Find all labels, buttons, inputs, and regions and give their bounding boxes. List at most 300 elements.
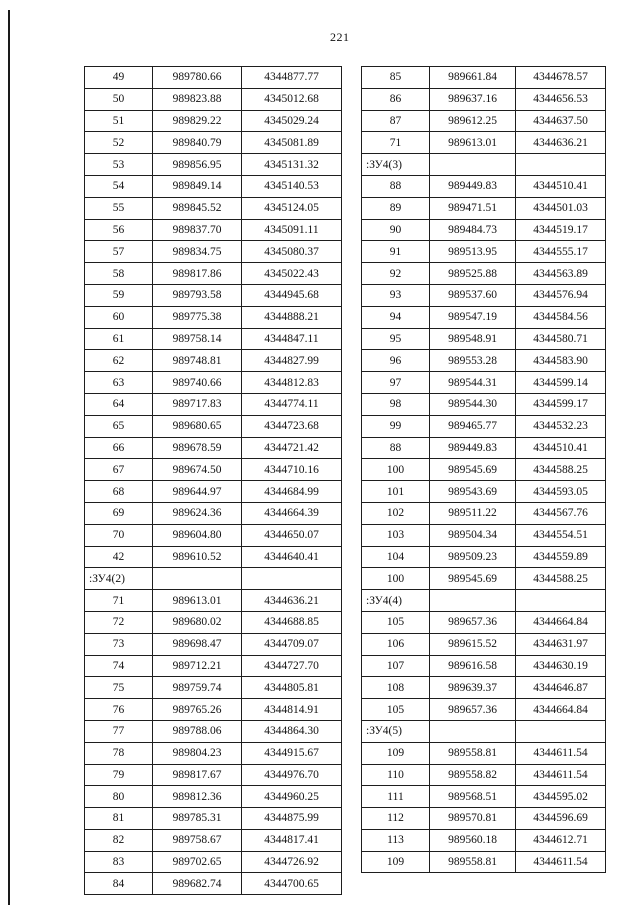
x-coordinate-cell: 989513.95 <box>430 241 516 263</box>
table-row <box>362 132 606 154</box>
table-row <box>85 415 342 437</box>
table-row <box>85 219 342 241</box>
x-coordinate-cell: 989484.73 <box>430 219 516 241</box>
x-coordinate-cell: 989856.95 <box>153 154 242 176</box>
x-coordinate-cell <box>430 720 516 742</box>
table-row <box>85 764 342 786</box>
y-coordinate-cell: 4344723.68 <box>242 415 342 437</box>
point-number-cell: 55 <box>85 197 153 219</box>
x-coordinate-cell: 989547.19 <box>430 306 516 328</box>
table-row <box>362 459 606 481</box>
y-coordinate-cell: 4344700.65 <box>242 873 342 895</box>
y-coordinate-cell: 4344636.21 <box>516 132 606 154</box>
point-number-cell: 89 <box>362 197 430 219</box>
table-row <box>362 655 606 677</box>
table-row <box>85 524 342 546</box>
x-coordinate-cell <box>430 590 516 612</box>
y-coordinate-cell: 4344915.67 <box>242 742 342 764</box>
table-row <box>85 437 342 459</box>
point-number-cell: 86 <box>362 88 430 110</box>
point-number-cell: 53 <box>85 154 153 176</box>
point-number-cell: 109 <box>362 742 430 764</box>
y-coordinate-cell: 4344960.25 <box>242 786 342 808</box>
x-coordinate-cell: 989613.01 <box>153 590 242 612</box>
point-number-cell: 111 <box>362 786 430 808</box>
x-coordinate-cell: 989548.91 <box>430 328 516 350</box>
point-number-cell: 83 <box>85 851 153 873</box>
y-coordinate-cell: 4344721.42 <box>242 437 342 459</box>
point-number-cell: 112 <box>362 808 430 830</box>
y-coordinate-cell: 4344945.68 <box>242 284 342 306</box>
y-coordinate-cell: 4344976.70 <box>242 764 342 786</box>
x-coordinate-cell: 989717.83 <box>153 393 242 415</box>
x-coordinate-cell: 989758.14 <box>153 328 242 350</box>
table-row <box>85 263 342 285</box>
table-row <box>362 568 606 590</box>
y-coordinate-cell <box>516 154 606 176</box>
y-coordinate-cell: 4344727.70 <box>242 655 342 677</box>
table-row <box>362 110 606 132</box>
point-number-cell: 77 <box>85 720 153 742</box>
x-coordinate-cell: 989817.86 <box>153 263 242 285</box>
table-row <box>362 764 606 786</box>
x-coordinate-cell: 989823.88 <box>153 88 242 110</box>
x-coordinate-cell: 989570.81 <box>430 808 516 830</box>
point-number-cell: 59 <box>85 284 153 306</box>
y-coordinate-cell: 4344664.39 <box>242 502 342 524</box>
point-number-cell: 51 <box>85 110 153 132</box>
x-coordinate-cell: 989702.65 <box>153 851 242 873</box>
table-row <box>85 829 342 851</box>
point-number-cell: 42 <box>85 546 153 568</box>
x-coordinate-cell: 989793.58 <box>153 284 242 306</box>
x-coordinate-cell: 989812.36 <box>153 786 242 808</box>
table-row <box>362 633 606 655</box>
table-row <box>362 808 606 830</box>
x-coordinate-cell: 989661.84 <box>430 67 516 89</box>
y-coordinate-cell: 4344532.23 <box>516 415 606 437</box>
y-coordinate-cell: 4344593.05 <box>516 481 606 503</box>
x-coordinate-cell: 989624.36 <box>153 502 242 524</box>
point-number-cell: 88 <box>362 175 430 197</box>
point-number-cell: 98 <box>362 393 430 415</box>
point-number-cell: 108 <box>362 677 430 699</box>
y-coordinate-cell: 4344611.54 <box>516 764 606 786</box>
x-coordinate-cell: 989780.66 <box>153 67 242 89</box>
coordinates-table-left <box>84 66 342 895</box>
x-coordinate-cell: 989829.22 <box>153 110 242 132</box>
table-row <box>85 154 342 176</box>
x-coordinate-cell: 989817.67 <box>153 764 242 786</box>
table-row <box>85 808 342 830</box>
point-number-cell: 80 <box>85 786 153 808</box>
y-coordinate-cell: 4344519.17 <box>516 219 606 241</box>
table-row <box>85 720 342 742</box>
point-number-cell: 109 <box>362 851 430 873</box>
table-row <box>85 306 342 328</box>
table-row <box>362 393 606 415</box>
point-number-cell: 81 <box>85 808 153 830</box>
point-number-cell: 92 <box>362 263 430 285</box>
x-coordinate-cell: 989613.01 <box>430 132 516 154</box>
x-coordinate-cell: 989837.70 <box>153 219 242 241</box>
table-row <box>362 219 606 241</box>
x-coordinate-cell: 989553.28 <box>430 350 516 372</box>
point-number-cell: 50 <box>85 88 153 110</box>
point-number-cell: 102 <box>362 502 430 524</box>
x-coordinate-cell <box>430 154 516 176</box>
table-row <box>85 677 342 699</box>
table-row <box>85 328 342 350</box>
x-coordinate-cell: 989637.16 <box>430 88 516 110</box>
y-coordinate-cell: 4344599.17 <box>516 393 606 415</box>
point-number-cell: 54 <box>85 175 153 197</box>
y-coordinate-cell: 4344726.92 <box>242 851 342 873</box>
y-coordinate-cell: 4344555.17 <box>516 241 606 263</box>
x-coordinate-cell: 989544.30 <box>430 393 516 415</box>
point-number-cell: 99 <box>362 415 430 437</box>
point-number-cell: 71 <box>362 132 430 154</box>
y-coordinate-cell: 4344636.21 <box>242 590 342 612</box>
table-row <box>362 829 606 851</box>
page-edge-rule <box>8 10 10 905</box>
point-number-cell: 91 <box>362 241 430 263</box>
point-number-cell: 66 <box>85 437 153 459</box>
y-coordinate-cell: 4344805.81 <box>242 677 342 699</box>
point-number-cell: 60 <box>85 306 153 328</box>
x-coordinate-cell: 989765.26 <box>153 699 242 721</box>
y-coordinate-cell: 4344710.16 <box>242 459 342 481</box>
x-coordinate-cell <box>153 568 242 590</box>
y-coordinate-cell: 4344611.54 <box>516 851 606 873</box>
y-coordinate-cell: 4344817.41 <box>242 829 342 851</box>
x-coordinate-cell: 989449.83 <box>430 175 516 197</box>
point-number-cell: 96 <box>362 350 430 372</box>
x-coordinate-cell: 989544.31 <box>430 372 516 394</box>
y-coordinate-cell: 4344567.76 <box>516 502 606 524</box>
y-coordinate-cell: 4345022.43 <box>242 263 342 285</box>
y-coordinate-cell: 4345029.24 <box>242 110 342 132</box>
table-row <box>362 306 606 328</box>
x-coordinate-cell: 989788.06 <box>153 720 242 742</box>
point-number-cell: 101 <box>362 481 430 503</box>
x-coordinate-cell: 989804.23 <box>153 742 242 764</box>
x-coordinate-cell: 989525.88 <box>430 263 516 285</box>
section-label-cell: :ЗУ4(5) <box>362 720 430 742</box>
table-row <box>362 481 606 503</box>
point-number-cell: 100 <box>362 459 430 481</box>
table-row <box>362 284 606 306</box>
y-coordinate-cell: 4345012.68 <box>242 88 342 110</box>
table-row <box>362 851 606 873</box>
table-row <box>362 263 606 285</box>
table-row <box>85 393 342 415</box>
y-coordinate-cell: 4344847.11 <box>242 328 342 350</box>
table-row <box>362 88 606 110</box>
y-coordinate-cell: 4344612.71 <box>516 829 606 851</box>
point-number-cell: 75 <box>85 677 153 699</box>
x-coordinate-cell: 989537.60 <box>430 284 516 306</box>
y-coordinate-cell: 4344864.30 <box>242 720 342 742</box>
y-coordinate-cell: 4344827.99 <box>242 350 342 372</box>
table-row <box>85 590 342 612</box>
point-number-cell: 56 <box>85 219 153 241</box>
x-coordinate-cell: 989849.14 <box>153 175 242 197</box>
x-coordinate-cell: 989610.52 <box>153 546 242 568</box>
y-coordinate-cell <box>516 590 606 612</box>
table-row <box>362 67 606 89</box>
x-coordinate-cell: 989678.59 <box>153 437 242 459</box>
y-coordinate-cell: 4344563.89 <box>516 263 606 285</box>
x-coordinate-cell: 989558.82 <box>430 764 516 786</box>
table-row <box>85 611 342 633</box>
table-row <box>362 197 606 219</box>
x-coordinate-cell: 989845.52 <box>153 197 242 219</box>
point-number-cell: 52 <box>85 132 153 154</box>
section-label-cell: :ЗУ4(3) <box>362 154 430 176</box>
table-row <box>362 350 606 372</box>
x-coordinate-cell: 989558.81 <box>430 742 516 764</box>
point-number-cell: 64 <box>85 393 153 415</box>
y-coordinate-cell: 4344580.71 <box>516 328 606 350</box>
x-coordinate-cell: 989758.67 <box>153 829 242 851</box>
y-coordinate-cell: 4344599.14 <box>516 372 606 394</box>
point-number-cell: 70 <box>85 524 153 546</box>
y-coordinate-cell: 4344875.99 <box>242 808 342 830</box>
section-label-cell: :ЗУ4(2) <box>85 568 153 590</box>
table-row <box>85 132 342 154</box>
table-row <box>85 284 342 306</box>
table-row <box>362 415 606 437</box>
table-row <box>362 175 606 197</box>
x-coordinate-cell: 989504.34 <box>430 524 516 546</box>
point-number-cell: 78 <box>85 742 153 764</box>
x-coordinate-cell: 989680.65 <box>153 415 242 437</box>
table-row <box>85 88 342 110</box>
table-row <box>85 786 342 808</box>
y-coordinate-cell: 4345140.53 <box>242 175 342 197</box>
table-row <box>362 786 606 808</box>
x-coordinate-cell: 989545.69 <box>430 459 516 481</box>
table-row <box>362 611 606 633</box>
point-number-cell: 113 <box>362 829 430 851</box>
table-row <box>85 175 342 197</box>
y-coordinate-cell: 4344664.84 <box>516 699 606 721</box>
point-number-cell: 103 <box>362 524 430 546</box>
point-number-cell: 97 <box>362 372 430 394</box>
table-row <box>362 502 606 524</box>
y-coordinate-cell: 4344877.77 <box>242 67 342 89</box>
table-row <box>362 241 606 263</box>
x-coordinate-cell: 989558.81 <box>430 851 516 873</box>
page-number: 221 <box>330 30 350 44</box>
table-row <box>85 67 342 89</box>
y-coordinate-cell: 4344510.41 <box>516 437 606 459</box>
y-coordinate-cell: 4344812.83 <box>242 372 342 394</box>
y-coordinate-cell: 4344650.07 <box>242 524 342 546</box>
table-row <box>362 720 606 742</box>
x-coordinate-cell: 989698.47 <box>153 633 242 655</box>
x-coordinate-cell: 989785.31 <box>153 808 242 830</box>
table-row <box>362 590 606 612</box>
y-coordinate-cell: 4344637.50 <box>516 110 606 132</box>
y-coordinate-cell: 4344656.53 <box>516 88 606 110</box>
table-row <box>362 154 606 176</box>
y-coordinate-cell: 4344814.91 <box>242 699 342 721</box>
x-coordinate-cell: 989759.74 <box>153 677 242 699</box>
y-coordinate-cell <box>242 568 342 590</box>
point-number-cell: 82 <box>85 829 153 851</box>
x-coordinate-cell: 989543.69 <box>430 481 516 503</box>
table-row <box>85 851 342 873</box>
point-number-cell: 90 <box>362 219 430 241</box>
point-number-cell: 94 <box>362 306 430 328</box>
table-row <box>362 546 606 568</box>
table-row <box>85 655 342 677</box>
point-number-cell: 85 <box>362 67 430 89</box>
point-number-cell: 105 <box>362 611 430 633</box>
point-number-cell: 58 <box>85 263 153 285</box>
point-number-cell: 84 <box>85 873 153 895</box>
point-number-cell: 95 <box>362 328 430 350</box>
x-coordinate-cell: 989748.81 <box>153 350 242 372</box>
y-coordinate-cell: 4344588.25 <box>516 568 606 590</box>
point-number-cell: 73 <box>85 633 153 655</box>
x-coordinate-cell: 989740.66 <box>153 372 242 394</box>
y-coordinate-cell: 4344709.07 <box>242 633 342 655</box>
section-label-cell: :ЗУ4(4) <box>362 590 430 612</box>
x-coordinate-cell: 989449.83 <box>430 437 516 459</box>
point-number-cell: 107 <box>362 655 430 677</box>
y-coordinate-cell: 4344646.87 <box>516 677 606 699</box>
y-coordinate-cell: 4344664.84 <box>516 611 606 633</box>
point-number-cell: 57 <box>85 241 153 263</box>
y-coordinate-cell: 4344678.57 <box>516 67 606 89</box>
x-coordinate-cell: 989680.02 <box>153 611 242 633</box>
y-coordinate-cell: 4344596.69 <box>516 808 606 830</box>
point-number-cell: 69 <box>85 502 153 524</box>
y-coordinate-cell: 4344559.89 <box>516 546 606 568</box>
point-number-cell: 49 <box>85 67 153 89</box>
y-coordinate-cell: 4345131.32 <box>242 154 342 176</box>
y-coordinate-cell: 4344640.41 <box>242 546 342 568</box>
coordinates-table-right <box>361 66 606 873</box>
point-number-cell: 79 <box>85 764 153 786</box>
table-row <box>362 524 606 546</box>
x-coordinate-cell: 989674.50 <box>153 459 242 481</box>
y-coordinate-cell: 4344774.11 <box>242 393 342 415</box>
point-number-cell: 71 <box>85 590 153 612</box>
table-row <box>85 568 342 590</box>
y-coordinate-cell: 4344583.90 <box>516 350 606 372</box>
y-coordinate-cell: 4344688.85 <box>242 611 342 633</box>
x-coordinate-cell: 989568.51 <box>430 786 516 808</box>
point-number-cell: 110 <box>362 764 430 786</box>
point-number-cell: 105 <box>362 699 430 721</box>
point-number-cell: 65 <box>85 415 153 437</box>
point-number-cell: 63 <box>85 372 153 394</box>
table-row <box>362 742 606 764</box>
x-coordinate-cell: 989511.22 <box>430 502 516 524</box>
table-row <box>85 459 342 481</box>
table-row <box>85 633 342 655</box>
y-coordinate-cell: 4345080.37 <box>242 241 342 263</box>
table-row <box>85 502 342 524</box>
y-coordinate-cell: 4344588.25 <box>516 459 606 481</box>
x-coordinate-cell: 989834.75 <box>153 241 242 263</box>
table-row <box>85 241 342 263</box>
table-row <box>85 873 342 895</box>
point-number-cell: 68 <box>85 481 153 503</box>
table-row <box>85 742 342 764</box>
table-row <box>85 372 342 394</box>
y-coordinate-cell: 4344501.03 <box>516 197 606 219</box>
x-coordinate-cell: 989509.23 <box>430 546 516 568</box>
point-number-cell: 74 <box>85 655 153 677</box>
point-number-cell: 88 <box>362 437 430 459</box>
x-coordinate-cell: 989657.36 <box>430 699 516 721</box>
point-number-cell: 87 <box>362 110 430 132</box>
y-coordinate-cell <box>516 720 606 742</box>
point-number-cell: 104 <box>362 546 430 568</box>
x-coordinate-cell: 989639.37 <box>430 677 516 699</box>
x-coordinate-cell: 989471.51 <box>430 197 516 219</box>
table-row <box>85 197 342 219</box>
point-number-cell: 61 <box>85 328 153 350</box>
x-coordinate-cell: 989682.74 <box>153 873 242 895</box>
x-coordinate-cell: 989612.25 <box>430 110 516 132</box>
y-coordinate-cell: 4345081.89 <box>242 132 342 154</box>
y-coordinate-cell: 4344630.19 <box>516 655 606 677</box>
x-coordinate-cell: 989545.69 <box>430 568 516 590</box>
point-number-cell: 106 <box>362 633 430 655</box>
y-coordinate-cell: 4344554.51 <box>516 524 606 546</box>
table-row <box>85 546 342 568</box>
y-coordinate-cell: 4344888.21 <box>242 306 342 328</box>
x-coordinate-cell: 989712.21 <box>153 655 242 677</box>
table-row <box>362 699 606 721</box>
table-row <box>362 677 606 699</box>
point-number-cell: 72 <box>85 611 153 633</box>
table-row <box>85 110 342 132</box>
y-coordinate-cell: 4345124.05 <box>242 197 342 219</box>
table-row <box>85 481 342 503</box>
x-coordinate-cell: 989644.97 <box>153 481 242 503</box>
table-row <box>85 699 342 721</box>
x-coordinate-cell: 989775.38 <box>153 306 242 328</box>
y-coordinate-cell: 4344584.56 <box>516 306 606 328</box>
x-coordinate-cell: 989657.36 <box>430 611 516 633</box>
point-number-cell: 100 <box>362 568 430 590</box>
table-row <box>362 372 606 394</box>
y-coordinate-cell: 4344631.97 <box>516 633 606 655</box>
point-number-cell: 67 <box>85 459 153 481</box>
x-coordinate-cell: 989616.58 <box>430 655 516 677</box>
scan-artifact-mark <box>262 4 322 44</box>
point-number-cell: 62 <box>85 350 153 372</box>
x-coordinate-cell: 989615.52 <box>430 633 516 655</box>
y-coordinate-cell: 4345091.11 <box>242 219 342 241</box>
table-row <box>362 437 606 459</box>
x-coordinate-cell: 989465.77 <box>430 415 516 437</box>
point-number-cell: 93 <box>362 284 430 306</box>
point-number-cell: 76 <box>85 699 153 721</box>
table-row <box>362 328 606 350</box>
y-coordinate-cell: 4344684.99 <box>242 481 342 503</box>
y-coordinate-cell: 4344595.02 <box>516 786 606 808</box>
x-coordinate-cell: 989604.80 <box>153 524 242 546</box>
y-coordinate-cell: 4344611.54 <box>516 742 606 764</box>
